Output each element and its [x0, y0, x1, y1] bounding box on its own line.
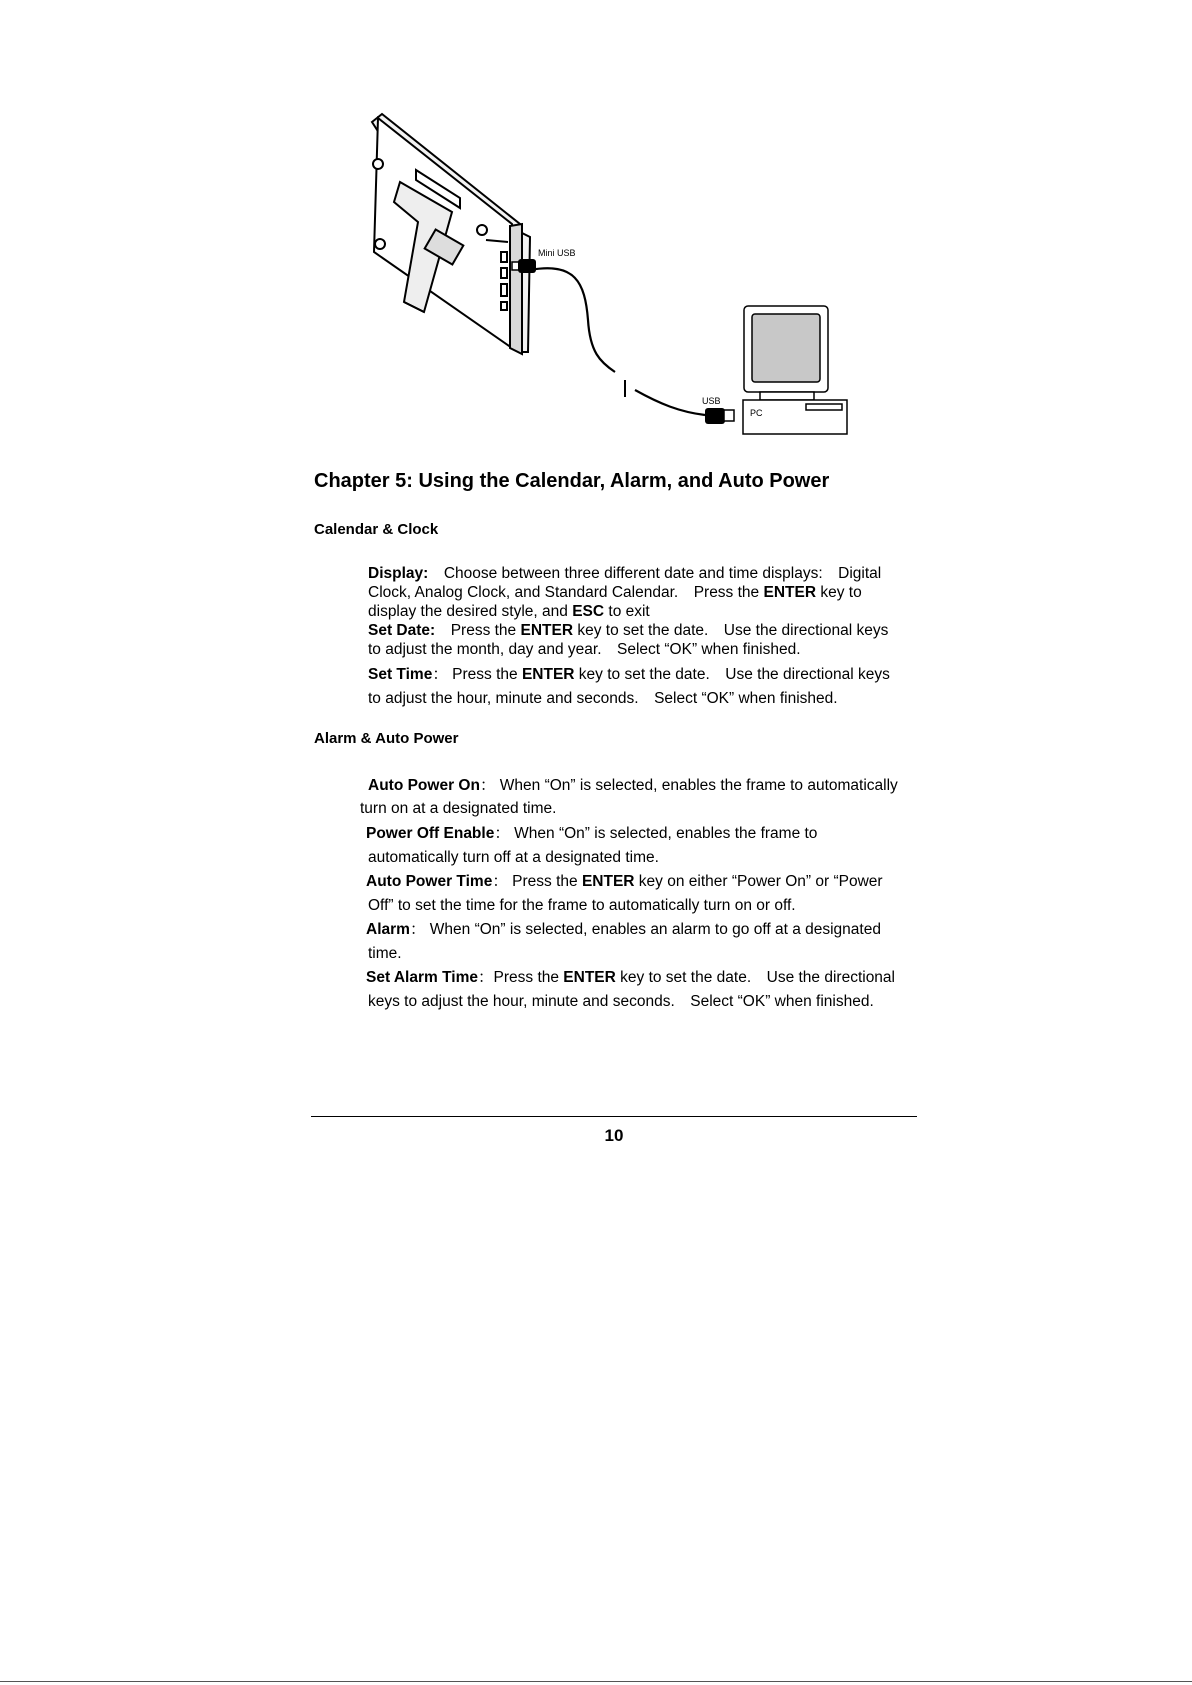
- page-bottom-edge: [0, 1681, 1192, 1682]
- separator: ：: [492, 873, 508, 890]
- display-line-2: [368, 583, 862, 602]
- usb-connection-figure: [360, 112, 860, 442]
- display-text-1: Choose between three different date and time displays: Digital: [443, 565, 882, 582]
- alarm-auto-power-heading: Alarm & Auto Power: [314, 730, 459, 747]
- power-off-enable-line-1: [366, 824, 817, 843]
- esc-key-label: ESC: [572, 603, 605, 620]
- enter-key-label: ENTER: [581, 873, 635, 890]
- usb-label: USB: [702, 396, 721, 406]
- auto-power-on-text: When “On” is selected, enables the frame to automatically: [499, 777, 898, 794]
- set-alarm-time-post: key to set the date. Use the directional: [615, 969, 895, 986]
- set-date-line-2: to adjust the month, day and year. Select “OK” when finished.: [368, 641, 801, 658]
- enter-key-label: ENTER: [763, 584, 817, 601]
- display-text-4: display the desired style, and: [368, 603, 573, 620]
- auto-power-time-line-2: Off” to set the time for the frame to automatically turn on or off.: [368, 897, 796, 914]
- set-alarm-time-pre: Press the: [493, 969, 564, 986]
- set-date-line-1: [368, 621, 888, 640]
- enter-key-label: ENTER: [520, 622, 574, 639]
- pc-label: PC: [750, 408, 763, 418]
- auto-power-time-line-1: [366, 872, 883, 891]
- set-time-post: key to set the date. Use the directional keys: [574, 666, 890, 683]
- photo-frame-illustration: [372, 114, 530, 354]
- display-text-2: Clock, Analog Clock, and Standard Calendar. Press the: [368, 584, 764, 601]
- separator: ：: [478, 969, 494, 986]
- set-alarm-time-line-2: keys to adjust the hour, minute and seconds. Select “OK” when finished.: [368, 993, 874, 1010]
- alarm-text: When “On” is selected, enables an alarm to go off at a designated: [429, 921, 881, 938]
- set-time-term: Set Time: [368, 666, 433, 683]
- auto-power-time-term: Auto Power Time: [366, 873, 493, 890]
- set-date-pre: Press the: [450, 622, 521, 639]
- display-text-3: key to: [816, 584, 862, 601]
- mini-usb-label: Mini USB: [538, 248, 576, 258]
- separator: ：: [432, 666, 448, 683]
- auto-power-on-line-1: [368, 776, 898, 795]
- display-text-5: to exit: [604, 603, 650, 620]
- page-number: 10: [604, 1126, 624, 1145]
- chapter-title: Chapter 5: Using the Calendar, Alarm, and Auto Power: [314, 470, 830, 492]
- alarm-line-2: time.: [368, 945, 402, 962]
- separator: ：: [409, 921, 426, 938]
- usb-plug: [705, 408, 734, 424]
- enter-key-label: ENTER: [563, 969, 616, 986]
- separator: ：: [494, 825, 510, 842]
- display-term: Display:: [368, 565, 429, 582]
- set-time-pre: Press the: [452, 666, 522, 683]
- calendar-clock-heading: Calendar & Clock: [314, 521, 439, 538]
- footer-divider: [311, 1116, 917, 1117]
- auto-power-on-line-2: turn on at a designated time.: [360, 800, 557, 817]
- set-date-term: Set Date:: [368, 622, 436, 639]
- display-line-3: [368, 602, 650, 621]
- set-alarm-time-term: Set Alarm Time: [366, 969, 478, 986]
- alarm-line-1: [366, 920, 881, 939]
- alarm-term: Alarm: [366, 921, 410, 938]
- set-time-line-2: to adjust the hour, minute and seconds. Select “OK” when finished.: [368, 690, 838, 707]
- display-line-1: [368, 564, 881, 583]
- power-off-enable-line-2: automatically turn off at a designated time.: [368, 849, 659, 866]
- auto-power-on-term: Auto Power On: [368, 777, 480, 794]
- set-alarm-time-line-1: [366, 968, 895, 987]
- auto-power-time-post: key on either “Power On” or “Power: [634, 873, 883, 890]
- enter-key-label: ENTER: [521, 666, 575, 683]
- power-off-enable-term: Power Off Enable: [366, 825, 495, 842]
- set-time-line-1: [368, 665, 890, 684]
- separator: ：: [479, 777, 496, 794]
- usb-cable: [530, 268, 705, 415]
- auto-power-time-pre: Press the: [512, 873, 582, 890]
- power-off-enable-text: When “On” is selected, enables the frame to: [514, 825, 818, 842]
- set-date-post: key to set the date. Use the directional keys: [573, 622, 889, 639]
